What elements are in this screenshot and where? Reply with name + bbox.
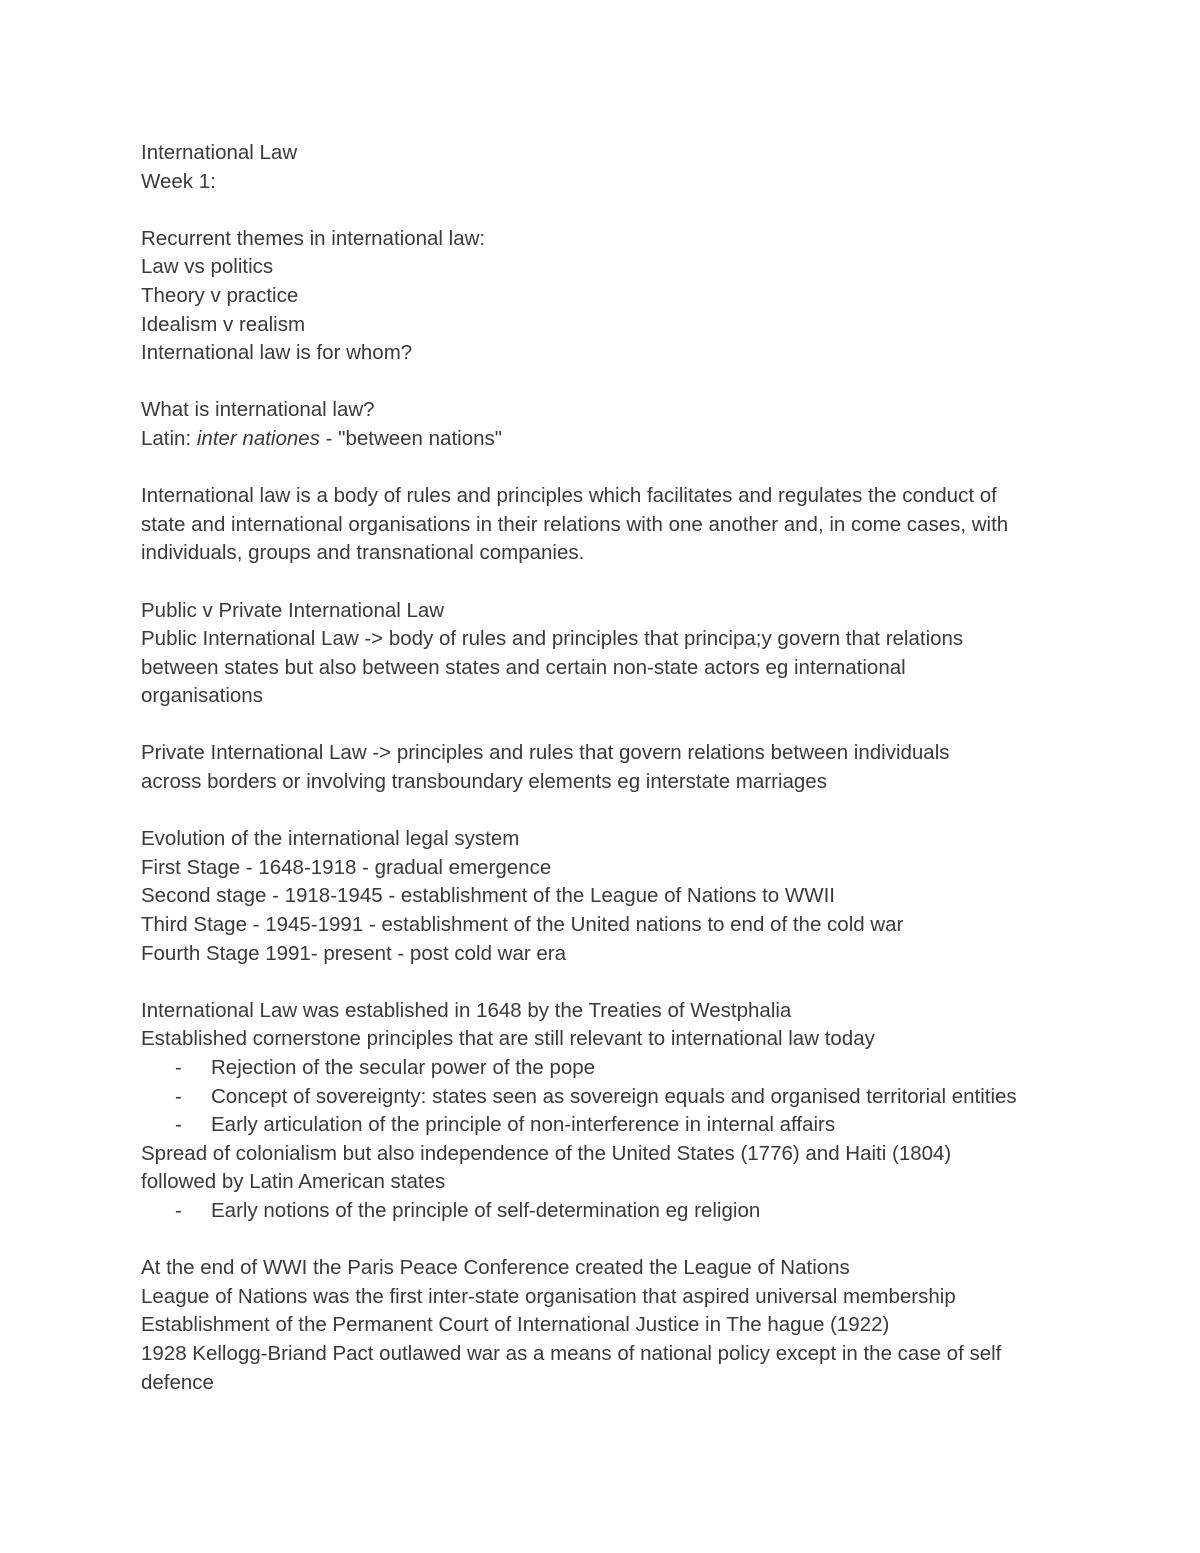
themes-heading: Recurrent themes in international law: xyxy=(141,226,486,250)
wwi-line: 1928 Kellogg-Briand Pact outlawed war as a means of national policy except in the case of self xyxy=(141,1341,1002,1365)
latin-line xyxy=(141,425,1081,454)
week-label: Week 1: xyxy=(141,169,216,193)
wwi-line: Establishment of the Permanent Court of International Justice in The hague (1922) xyxy=(141,1313,890,1337)
spread-line: Spread of colonialism but also independence of the United States (1776) and Haiti (1804) xyxy=(141,1141,952,1165)
theme-item: Law vs politics xyxy=(141,255,274,279)
spacer xyxy=(141,968,1081,997)
spacer xyxy=(141,454,1081,483)
document-title: International Law xyxy=(141,141,298,164)
wwi-line: League of Nations was the first inter-state organisation that aspired universal membership xyxy=(141,1284,956,1308)
latin-prefix: Latin: xyxy=(141,426,197,450)
bullet-dash: - xyxy=(175,1084,182,1108)
theme-item: Idealism v realism xyxy=(141,312,306,336)
spacer xyxy=(141,196,1081,225)
bullet-item xyxy=(141,1197,1081,1226)
bullet-item xyxy=(141,1111,1081,1140)
what-question: What is international law? xyxy=(141,398,375,422)
bullet-text: Early notions of the principle of self-determination eg religion xyxy=(211,1198,761,1222)
spacer xyxy=(141,797,1081,826)
latin-suffix: - "between nations" xyxy=(319,426,503,450)
spread-line: followed by Latin American states xyxy=(141,1170,446,1194)
public-private-heading: Public v Private International Law xyxy=(141,598,445,622)
theme-item: Theory v practice xyxy=(141,283,299,307)
definition-line: International law is a body of rules and principles which facilitates and regulates the conduct of xyxy=(141,484,997,508)
westphalia-line: International Law was established in 1648 by the Treaties of Westphalia xyxy=(141,998,792,1022)
public-law-line: organisations xyxy=(141,684,263,708)
evolution-stage: First Stage - 1648-1918 - gradual emergence xyxy=(141,855,552,879)
evolution-heading: Evolution of the international legal system xyxy=(141,827,520,851)
wwi-line: At the end of WWI the Paris Peace Conference created the League of Nations xyxy=(141,1256,850,1280)
spacer xyxy=(141,568,1081,597)
bullet-dash: - xyxy=(175,1056,182,1079)
wwi-line: defence xyxy=(141,1370,214,1394)
evolution-stage: Third Stage - 1945-1991 - establishment of the United nations to end of the cold war xyxy=(141,913,904,937)
bullet-text: Early articulation of the principle of non-interference in internal affairs xyxy=(211,1113,836,1137)
private-law-line: across borders or involving transboundary elements eg interstate marriages xyxy=(141,770,827,794)
document-body xyxy=(141,139,1081,1397)
bullet-text: Rejection of the secular power of the pope xyxy=(211,1056,596,1079)
latin-term: inter nationes xyxy=(196,426,320,450)
definition-line: individuals, groups and transnational companies. xyxy=(141,541,585,565)
evolution-stage: Second stage - 1918-1945 - establishment of the League of Nations to WWII xyxy=(141,884,835,908)
private-law-line: Private International Law -> principles and rules that govern relations between individuals xyxy=(141,741,950,765)
spacer xyxy=(141,711,1081,740)
bullet-item xyxy=(141,1083,1081,1112)
bullet-dash: - xyxy=(175,1198,182,1222)
spacer xyxy=(141,1226,1081,1255)
bullet-item xyxy=(141,1054,1081,1083)
westphalia-line: Established cornerstone principles that are still relevant to international law today xyxy=(141,1027,875,1051)
evolution-stage: Fourth Stage 1991- present - post cold war era xyxy=(141,941,567,965)
bullet-text: Concept of sovereignty: states seen as sovereign equals and organised territorial entities xyxy=(211,1084,1017,1108)
spacer xyxy=(141,368,1081,397)
bullet-dash: - xyxy=(175,1113,182,1137)
public-law-line: Public International Law -> body of rules and principles that principa;y govern that relations xyxy=(141,627,964,651)
definition-line: state and international organisations in their relations with one another and, in come cases, with xyxy=(141,512,1009,536)
public-law-line: between states but also between states and certain non-state actors eg international xyxy=(141,655,906,679)
theme-item: International law is for whom? xyxy=(141,341,413,365)
